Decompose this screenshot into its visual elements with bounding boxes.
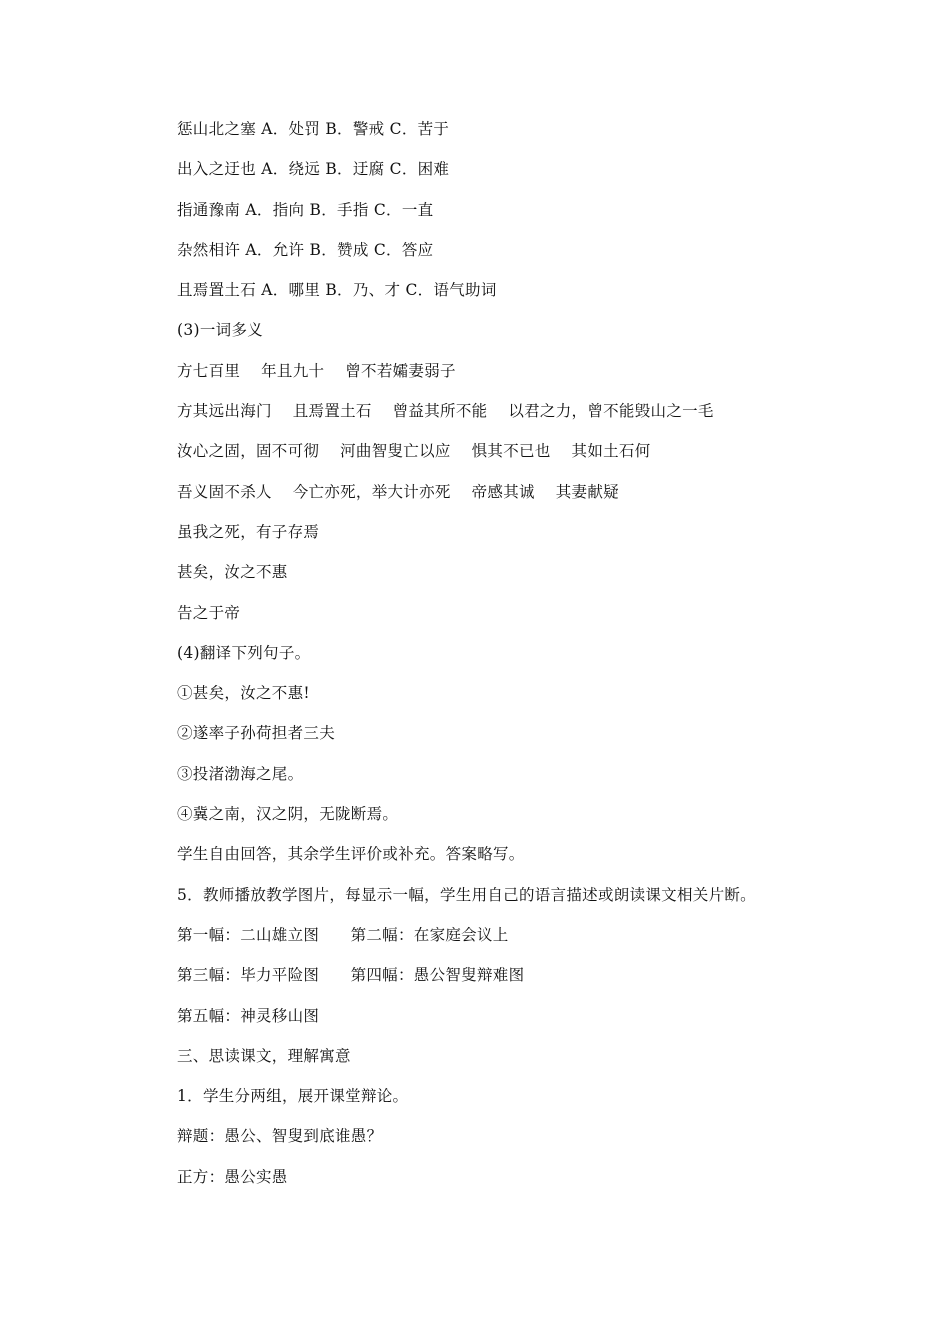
- text-line: ②遂率子孙荷担者三夫: [177, 724, 336, 743]
- section-heading: 三、思读课文，理解寓意: [177, 1046, 351, 1065]
- text-line: 方其远出海门 且焉置土石 曾益其所不能 以君之力，曾不能毁山之一毛: [177, 402, 714, 421]
- text-line: ④冀之南，汉之阴，无陇断焉。: [177, 805, 399, 824]
- text-line: 第五幅：神灵移山图: [177, 1006, 320, 1025]
- section-heading: (4)翻译下列句子。: [177, 643, 311, 662]
- text-line: 第三幅：毕力平险图 第四幅：愚公智叟辩难图: [177, 966, 525, 985]
- text-line: ③投渚渤海之尾。: [177, 764, 304, 783]
- text-line: 汝心之固，固不可彻 河曲智叟亡以应 惧其不已也 其如土石何: [177, 442, 651, 461]
- text-line: 1．学生分两组，展开课堂辩论。: [177, 1087, 409, 1106]
- text-line: 惩山北之塞 A．处罚 B．警戒 C．苦于: [177, 120, 450, 138]
- text-line: 虽我之死，有子存焉: [177, 522, 320, 541]
- text-line: 出入之迂也 A．绕远 B．迂腐 C．困难: [177, 160, 450, 179]
- text-line: 辩题：愚公、智叟到底谁愚？: [177, 1127, 383, 1146]
- text-line: 学生自由回答，其余学生评价或补充。答案略写。: [177, 845, 525, 864]
- text-line: 方七百里 年且九十 曾不若孀妻弱子: [177, 361, 456, 380]
- text-line: 正方：愚公实愚: [177, 1167, 288, 1186]
- text-line: 甚矣，汝之不惠: [177, 563, 288, 582]
- section-heading: (3)一词多义: [177, 321, 264, 340]
- document-body: [177, 118, 877, 1206]
- text-line: 且焉置土石 A．哪里 B．乃、才 C．语气助词: [177, 281, 497, 300]
- text-line: 第一幅：二山雄立图 第二幅：在家庭会议上: [177, 925, 509, 944]
- text-line: 告之于帝: [177, 603, 241, 622]
- text-line: 吾义固不杀人 今亡亦死，举大计亦死 帝感其诚 其妻献疑: [177, 482, 619, 501]
- text-line: ①甚矣，汝之不惠!: [177, 684, 310, 703]
- text-line: 杂然相许 A．允许 B．赞成 C．答应: [177, 240, 434, 259]
- text-line: 5．教师播放教学图片，每显示一幅，学生用自己的语言描述或朗读课文相关片断。: [177, 885, 756, 904]
- text-line: 指通豫南 A．指向 B．手指 C．一直: [177, 200, 434, 219]
